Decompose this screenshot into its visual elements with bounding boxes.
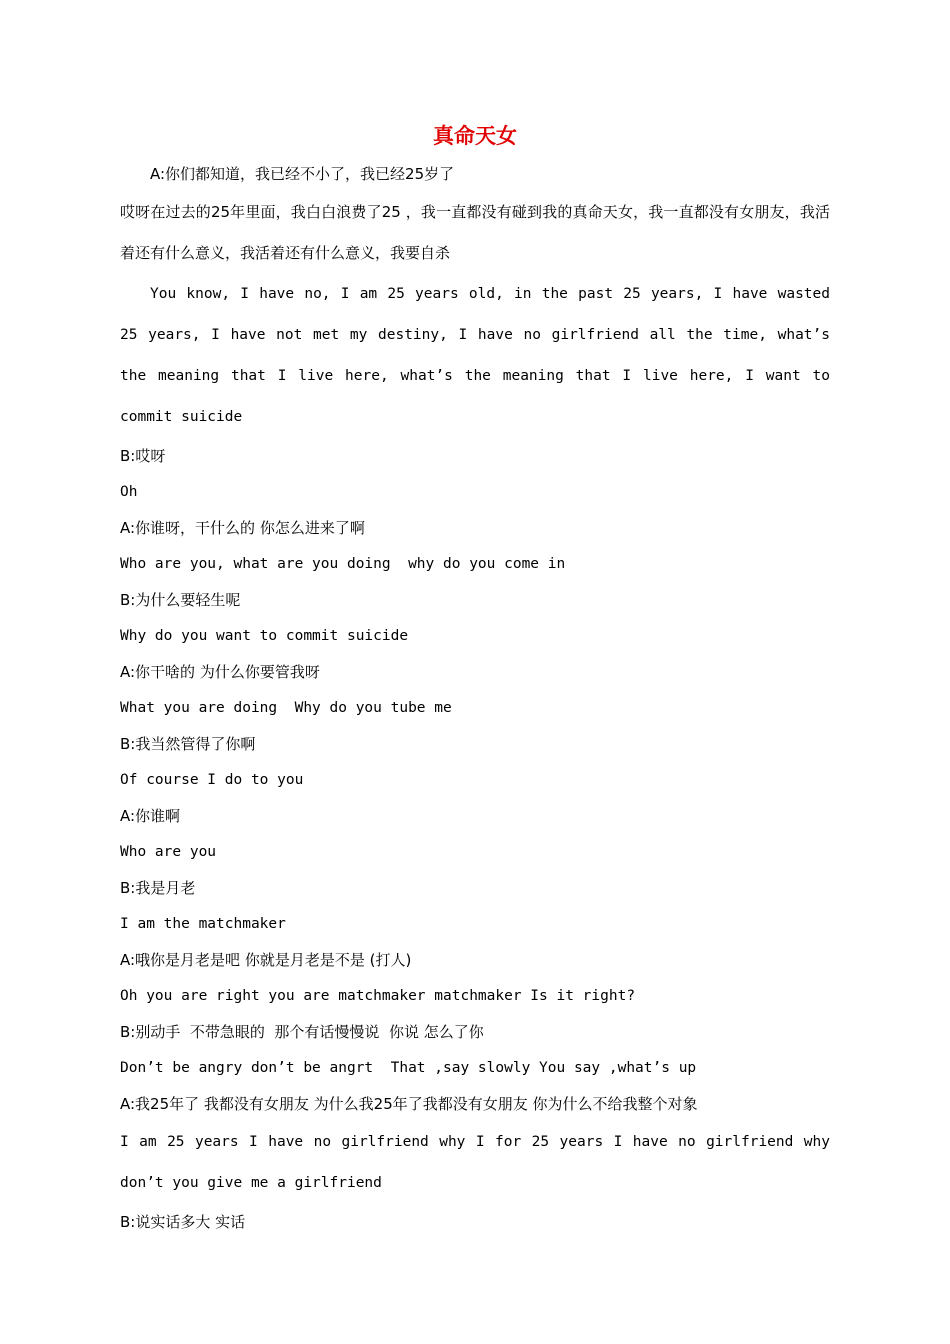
dialogue-line-en: Oh	[120, 484, 138, 500]
dialogue-line-zh: B:说实话多大 实话	[120, 1213, 246, 1231]
dialogue-line-zh: B:我是月老	[120, 879, 196, 897]
dialogue-line-zh: B:别动手 不带急眼的 那个有话慢慢说 你说 怎么了你	[120, 1023, 484, 1041]
dialogue-line-zh: A:我25年了 我都没有女朋友 为什么我25年了我都没有女朋友 你为什么不给我整个对象	[120, 1095, 698, 1113]
dialogue-line-zh: A:你谁啊	[120, 807, 181, 825]
dialogue-line-en: Oh you are right you are matchmaker matchmaker Is it right?	[120, 988, 636, 1004]
dialogue-line-zh: B:为什么要轻生呢	[120, 591, 241, 609]
dialogue-line-en: Don’t be angry don’t be angrt That ,say slowly You say ,what’s up	[120, 1060, 697, 1076]
dialogue-line-en: Of course I do to you	[120, 772, 304, 788]
dialogue-line-en: What you are doing Why do you tube me	[120, 700, 452, 716]
dialogue-line-en: Why do you want to commit suicide	[120, 628, 409, 644]
dialogue-line-en: I am 25 years I have no girlfriend why I for 25 years I have no girlfriend why don’t you give me a girlfriend	[120, 1134, 830, 1191]
dialogue-line-zh: B:我当然管得了你啊	[120, 735, 256, 753]
dialogue-line-en: Who are you, what are you doing why do you come in	[120, 556, 566, 572]
dialogue-line-zh: A:你干啥的 为什么你要管我呀	[120, 663, 320, 681]
document-page	[120, 118, 830, 1240]
document-title: 真命天女	[433, 123, 517, 148]
dialogue-line-zh: A:哦你是月老是吧 你就是月老是不是 (打人)	[120, 951, 412, 969]
dialogue-line-en: Who are you	[120, 844, 217, 860]
intro-chinese-paragraph: 哎呀在过去的25年里面，我白白浪费了25 ，我一直都没有碰到我的真命天女，我一直都没有女朋友，我活着还有什么意义，我活着还有什么意义，我要自杀	[120, 203, 830, 262]
dialogue-line-zh: B:哎呀	[120, 447, 166, 465]
dialogue-line-zh: A:你谁呀，干什么的 你怎么进来了啊	[120, 519, 365, 537]
intro-english-paragraph: You know, I have no, I am 25 years old, in the past 25 years, I have wasted 25 years, I have not met my destiny, I have no girlfriend all the time, what’s the meaning that I live here, what’s the meaning that I live here, I want to commit suicide	[120, 286, 830, 425]
dialogue-line-a-intro: A:你们都知道，我已经不小了，我已经25岁了	[150, 165, 455, 183]
dialogue-line-en: I am the matchmaker	[120, 916, 286, 932]
